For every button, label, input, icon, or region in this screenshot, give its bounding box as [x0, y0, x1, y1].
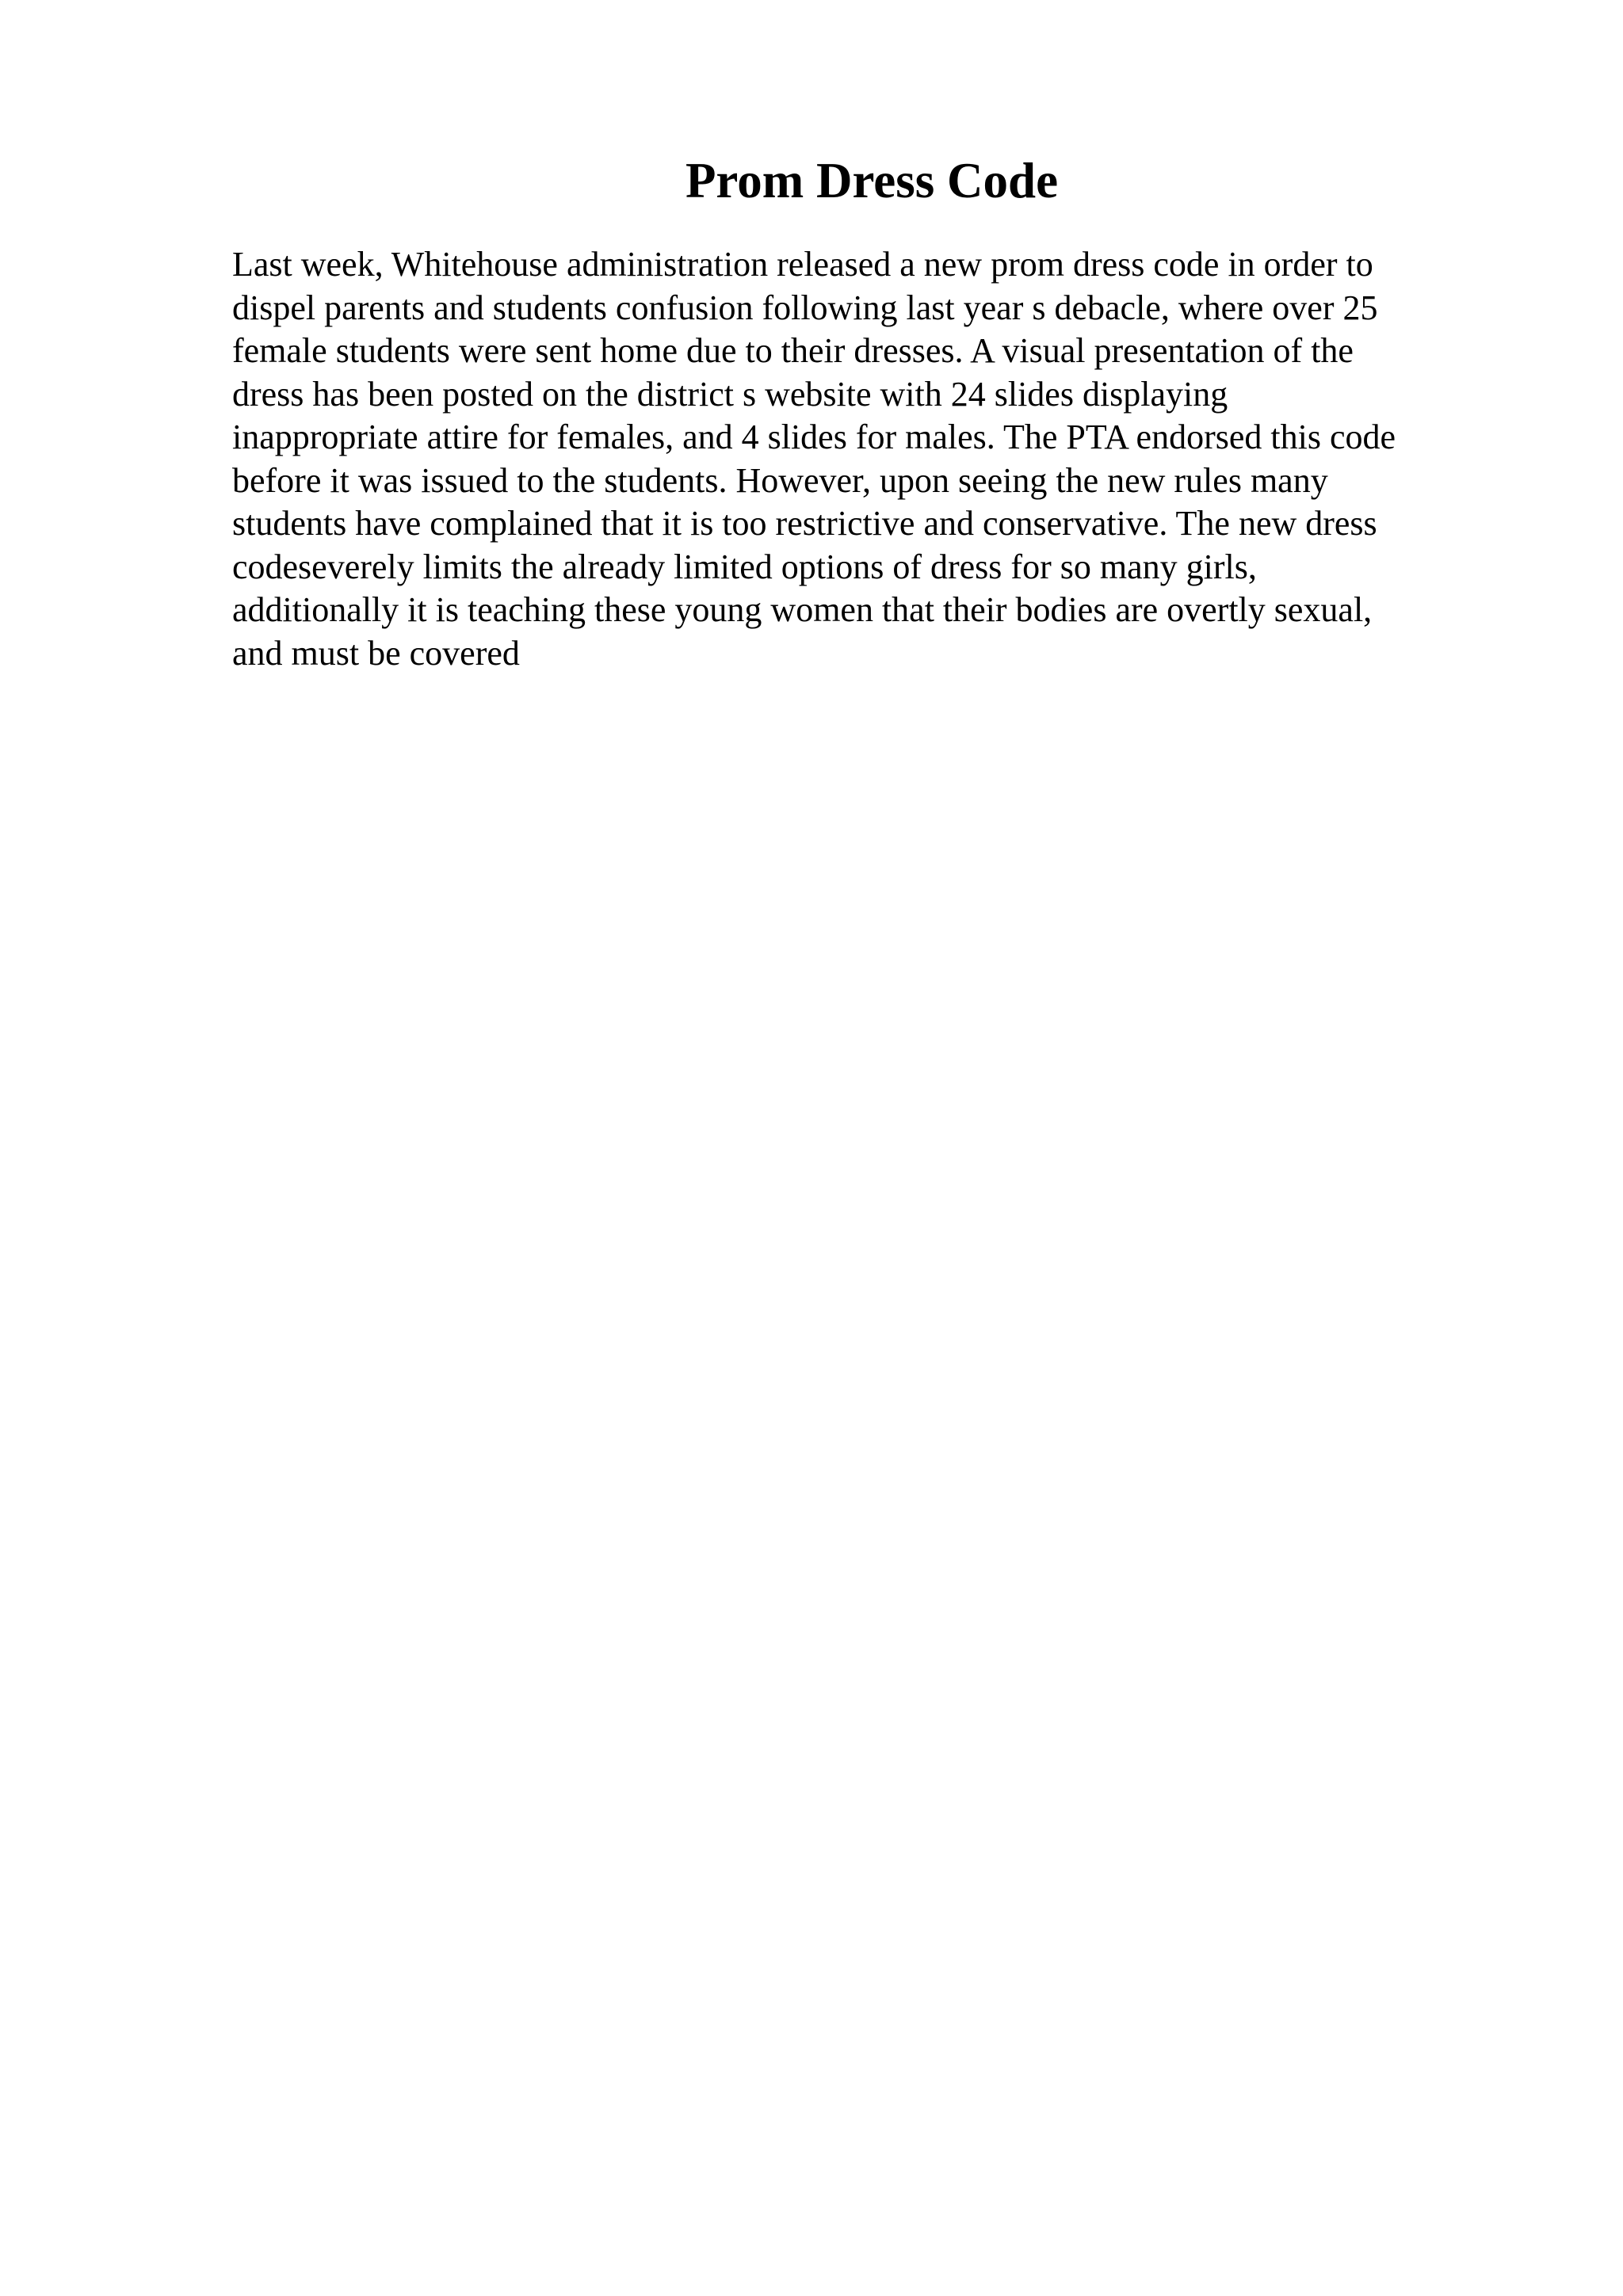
body-line: students have complained that it is too restrictive and conservative. The new dress: [232, 504, 1377, 543]
body-line: Last week, Whitehouse administration released a new prom dress code in order to: [232, 245, 1373, 284]
document-title: Prom Dress Code: [685, 153, 1059, 208]
document-body: [232, 243, 1500, 675]
body-line: codeseverely limits the already limited options of dress for so many girls,: [232, 547, 1257, 586]
body-line: before it was issued to the students. However, upon seeing the new rules many: [232, 460, 1328, 500]
body-line: inappropriate attire for females, and 4 slides for males. The PTA endorsed this code: [232, 418, 1396, 456]
body-line: dispel parents and students confusion following last year s debacle, where over 25: [232, 288, 1378, 327]
body-line: female students were sent home due to their dresses. A visual presentation of the: [232, 331, 1354, 370]
body-line: dress has been posted on the district s website with 24 slides displaying: [232, 374, 1228, 414]
body-line: additionally it is teaching these young women that their bodies are overtly sexual,: [232, 590, 1373, 629]
body-line: and must be covered: [232, 633, 520, 673]
